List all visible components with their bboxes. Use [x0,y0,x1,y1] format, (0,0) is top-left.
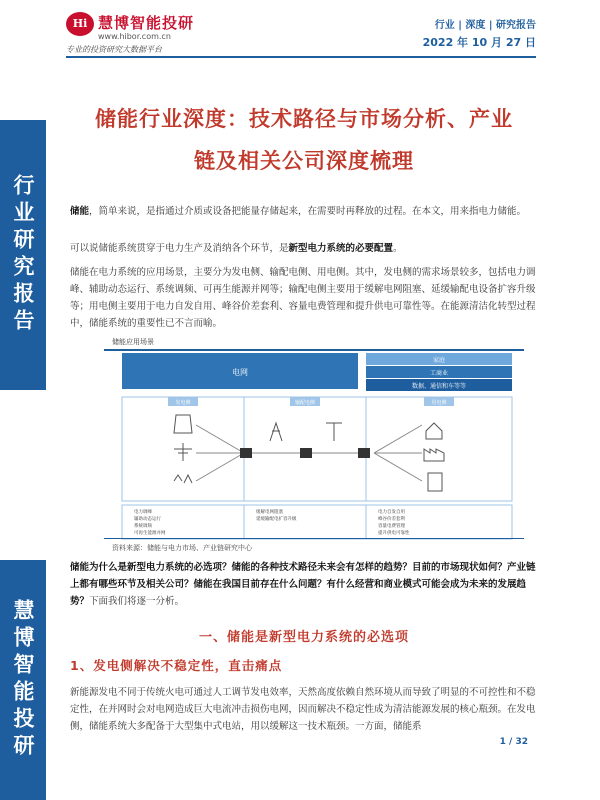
subsection-heading-1: 1、发电侧解决不稳定性，直击痛点 [70,658,283,673]
scenario-lists [134,508,410,536]
consumption-icons [424,423,444,491]
figure-source: 资料来源：储能与电力市场、产业链研究中心 [112,544,252,552]
sidebar-top-label: 行业研究报告 [11,174,35,336]
utility-pole-icon [326,423,342,441]
right-list-1: 电力自发自用 [378,510,405,515]
section-heading-1: 一、储能是新型电力系统的必选项 [198,630,409,645]
column-consumption [366,397,512,501]
term-storage: 储能 [70,206,90,217]
left-list-2: 辅助动态运行 [134,517,161,522]
right-list-3: 容量电费管理 [378,524,405,529]
battery-icon-1 [240,448,252,458]
report-date: 2022 年 10 月 27 日 [422,36,536,49]
title-line-2: 链及相关公司深度梳理 [194,149,414,173]
right-list-4: 提升供电可靠性 [378,531,410,536]
col-header-3-label: 用电侧 [431,400,447,406]
logo-name: 慧博智能投研 [98,14,195,32]
figure-bottom-rule [104,538,524,539]
right-box-2-label: 工商业 [429,370,449,377]
wind-turbine-icon [174,475,192,483]
report-title [70,98,538,182]
logo-url: www.hibor.com.cn [98,32,171,41]
right-box-1-label: 家庭 [432,357,446,364]
left-sidebar [0,0,46,800]
sidebar-bottom-label: 慧博智能投研 [11,599,35,761]
figure-top-rule [104,349,524,351]
paragraph-role-end: 。 [393,243,403,254]
logo-mark-icon: Hi [66,12,94,36]
transmission-icons [270,423,342,441]
sidebar-label-block-bottom [0,560,46,800]
page-number: 1 / 32 [499,737,528,747]
right-box-3-label: 数据、通信和车等等 [411,383,467,390]
mid-list-1: 缓解电网阻塞 [256,510,283,515]
header-meta [423,16,536,50]
house-icon [426,423,442,439]
paragraph-role-text: 可以说储能系统贯穿于电力生产及消纳各个环节，是 [70,243,289,254]
factory-icon [424,449,444,461]
paragraph-questions [70,559,538,610]
paragraph-definition-text: ，简单来说，是指通过介质或设备把能量存储起来，在需要时再释放的过程。在本文，用来指电力储能。 [89,206,527,217]
paragraph-role [70,240,538,257]
col-header-1-label: 发电侧 [175,400,191,406]
figure-caption: 储能应用场景 [112,338,154,346]
report-category: 行业 | 深度 | 研究报告 [434,20,536,31]
header-divider [66,56,536,58]
logo-tagline: 专业的投资研究大数据平台 [66,45,162,54]
power-tower-icon [174,443,192,461]
left-list-1: 电力调峰 [134,510,152,515]
brand-logo [66,10,266,52]
col-header-2-label: 输配电侧 [294,400,316,406]
questions-bold: 储能为什么是新型电力系统的必选项？储能的各种技术路径未来会有怎样的趋势？目前的市场现状如何？产业链上都有哪些环节及相关公司？储能在我国目前存在什么问题？有什么经营和商业模式可能会成为未来的发展趋势？ [70,562,536,607]
paragraph-scenarios: 储能在电力系统的应用场景，主要分为发电侧、输配电侧、用电侧。其中，发电侧的需求场景较多，包括电力调峰、辅助动态运行、系统调频、可再生能源并网等；输配电侧主要用于缓解电网阻塞、延缓输配电设备扩容升级等；用电侧主要用于电力自发自用、峰谷价差套利、容量电费管理和提升供电可靠性等。在能源清洁化转型过程中，储能系统的重要性已不言而喻。 [70,267,536,329]
sidebar-label-block-top [0,120,46,390]
title-line-1: 储能行业深度：技术路径与市场分析、产业 [95,107,513,131]
right-list-2: 峰谷价差套利 [378,517,405,522]
mid-list-2: 延缓输配电扩容升级 [256,517,297,522]
grid-label: 电网 [232,368,248,377]
generation-icons [174,415,192,483]
questions-rest: 下面我们将逐一分析。 [89,596,185,607]
transmission-tower-icon [270,423,282,441]
paragraph-role-emphasis: 新型电力系统的必要配置 [288,243,394,254]
left-list-4: 可再生能源并网 [134,531,166,536]
paragraph-definition [70,203,538,220]
battery-icon-2 [300,448,312,458]
power-plant-icon [174,415,192,433]
storage-scenarios-figure [104,337,524,553]
left-list-3: 系统调频 [134,524,152,529]
figure-diagram [104,353,524,543]
paragraph-generation-side: 新能源发电不同于传统火电可通过人工调节发电效率，天然高度依赖自然环境从而导致了明显的不可控性和不稳定性，在并网时会对电网造成巨大电流冲击损伤电网，因而解决不稳定性成为清洁能源发展的核心瓶颈。在发电侧，储能系统大多配备于大型集中式电站，用以缓解这一技术瓶颈。一方面，储能系 [70,687,536,732]
building-icon [428,473,442,491]
battery-icon-3 [358,448,370,458]
